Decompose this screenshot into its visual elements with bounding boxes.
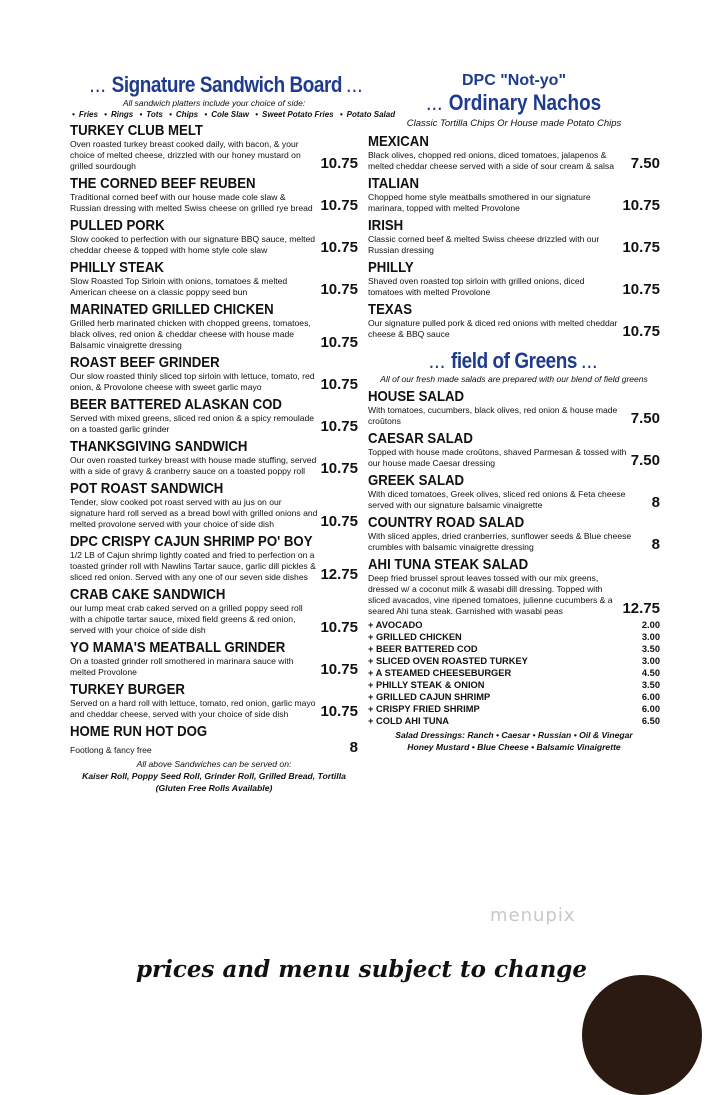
item-name: THANKSGIVING SANDWICH (70, 437, 248, 455)
item-name: MARINATED GRILLED CHICKEN (70, 300, 274, 318)
menu-item (70, 301, 358, 351)
addon-list (368, 619, 660, 727)
dots-left: ... (426, 97, 444, 114)
item-name: THE CORNED BEEF REUBEN (70, 174, 256, 192)
sandwich-list (70, 122, 358, 756)
side-option: Potato Salad (346, 109, 396, 119)
item-description: Footlong & fancy free (70, 744, 152, 755)
side-option: Chips (175, 109, 199, 119)
side-option: Cole Slaw (211, 109, 249, 119)
sides-list: • Fries • Rings • Tots • Chips • Cole Slaw • Sweet Potato Fries • Potato Salad (72, 109, 396, 119)
item-description: Traditional corned beef with our house made cole slaw & Russian dressing with melted Swiss cheese on grilled rye bread (70, 191, 313, 213)
item-description: With sliced apples, dried cranberries, sunflower seeds & Blue cheese crumbles with balsamic vinaigrette dressing (368, 530, 632, 552)
menu-item (368, 556, 660, 617)
menu-item (368, 217, 660, 256)
nachos-list (368, 133, 660, 340)
menu-item (70, 354, 358, 393)
item-description: Slow Roasted Top Sirloin with onions, tomatoes & melted American cheese on a classic poppy seed bun (70, 275, 288, 297)
item-name: CAESAR SALAD (368, 429, 473, 447)
addon-price: 6.00 (641, 703, 660, 714)
menu-item (70, 217, 358, 256)
item-price: 8 (349, 738, 358, 756)
item-name: YO MAMA'S MEATBALL GRINDER (70, 638, 286, 656)
nachos-title-text: Ordinary Nachos (448, 90, 602, 115)
item-price: 12.75 (622, 599, 660, 617)
item-price: 10.75 (320, 702, 358, 720)
addon-price: 4.50 (641, 667, 660, 678)
right-column (368, 72, 660, 753)
item-price: 10.75 (320, 375, 358, 393)
nachos-section-title (368, 72, 660, 116)
item-description: Served with mixed greens, sliced red onion & a spicy remoulade on a toasted garlic grinder (70, 412, 315, 434)
item-description: With tomatoes, cucumbers, black olives, red onion & house made croûtons (368, 404, 618, 426)
item-description: Served on a hard roll with lettuce, tomato, red onion, garlic mayo and cheddar cheese, served with your choice of side dish (70, 697, 316, 719)
item-name: GREEK SALAD (368, 471, 465, 489)
item-description: Slow cooked to perfection with our signature BBQ sauce, melted cheddar cheese & topped with home style cole slaw (70, 233, 316, 255)
addon-item (368, 643, 660, 655)
item-price: 10.75 (320, 417, 358, 435)
addon-item (368, 691, 660, 703)
item-price: 10.75 (320, 660, 358, 678)
menu-item (70, 639, 358, 678)
price-disclaimer: prices and menu subject to change (135, 956, 588, 983)
item-price: 10.75 (320, 154, 358, 172)
addon-price: 3.00 (641, 655, 660, 666)
item-description: Our signature pulled pork & diced red onions with melted cheddar cheese & BBQ sauce (368, 317, 618, 339)
menu-item (70, 586, 358, 636)
menu-item (368, 301, 660, 340)
item-description: 1/2 LB of Cajun shrimp lightly coated and fried to perfection on a toasted grinder roll with Nawlins Tartar sauce, garlic dill pickles & sliced red onion. Served with any one of our seven side dishes (70, 549, 316, 582)
menu-item (368, 388, 660, 427)
item-name: TEXAS (368, 300, 413, 318)
menupix-watermark: menupix (490, 905, 576, 926)
corner-decoration (582, 975, 702, 1095)
menu-item (368, 175, 660, 214)
item-price: 10.75 (320, 196, 358, 214)
menu-item (368, 514, 660, 553)
item-description: Our oven roasted turkey breast with house made stuffing, served with a side of gravy & cranberry sauce on a toasted poppy roll (70, 454, 317, 476)
item-price: 10.75 (320, 333, 358, 351)
sandwich-section-title (90, 72, 364, 98)
item-description: With diced tomatoes, Greek olives, sliced red onions & Feta cheese served with our signature balsamic vinaigrette (368, 488, 626, 510)
menu-item (70, 480, 358, 530)
item-name: TURKEY CLUB MELT (70, 121, 203, 139)
item-name: IRISH (368, 216, 404, 234)
menu-item (368, 472, 660, 511)
menu-item (70, 723, 358, 756)
greens-section-title (388, 348, 639, 374)
item-name: ROAST BEEF GRINDER (70, 353, 220, 371)
item-name: DPC CRISPY CAJUN SHRIMP PO' BOY (70, 532, 313, 550)
item-price: 7.50 (630, 154, 660, 172)
salad-list (368, 388, 660, 617)
addon-item (368, 631, 660, 643)
nachos-subtitle: DPC "Not-yo" (461, 72, 567, 89)
menu-item (70, 259, 358, 298)
addon-item (368, 667, 660, 679)
addon-label: + SLICED OVEN ROASTED TURKEY (368, 655, 528, 666)
item-description: Classic corned beef & melted Swiss cheese drizzled with our Russian dressing (368, 233, 600, 255)
item-price: 10.75 (622, 322, 660, 340)
item-description: Shaved oven roasted top sirloin with grilled onions, diced tomatoes with melted Provolone (368, 275, 585, 297)
item-name: AHI TUNA STEAK SALAD (368, 555, 529, 573)
item-price: 10.75 (320, 618, 358, 636)
addon-item (368, 715, 660, 727)
item-price: 10.75 (320, 238, 358, 256)
menu-item (70, 533, 358, 583)
side-option: Rings (110, 109, 134, 119)
bread-note: All above Sandwiches can be served on: (136, 758, 292, 769)
dressings-line-2: Honey Mustard • Blue Cheese • Balsamic Vinaigrette (407, 741, 621, 752)
menu-item (368, 133, 660, 172)
addon-item (368, 619, 660, 631)
item-price: 8 (651, 493, 660, 511)
item-description: On a toasted grinder roll smothered in marinara sauce with melted Provolone (70, 655, 294, 677)
item-name: PHILLY STEAK (70, 258, 164, 276)
addon-price: 6.00 (641, 691, 660, 702)
menu-item (70, 122, 358, 172)
nachos-note: Classic Tortilla Chips Or House made Potato Chips (406, 118, 622, 129)
item-price: 10.75 (320, 512, 358, 530)
addon-label: + GRILLED CHICKEN (368, 631, 462, 642)
item-price: 8 (651, 535, 660, 553)
item-price: 10.75 (320, 280, 358, 298)
addon-label: + CRISPY FRIED SHRIMP (368, 703, 480, 714)
item-description: Grilled herb marinated chicken with chopped greens, tomatoes, black olives, red onion & cheddar cheese with house made Balsamic vinaigrette dressing (70, 317, 311, 350)
item-name: PULLED PORK (70, 216, 165, 234)
dots-left: ... (90, 79, 107, 96)
addon-item (368, 703, 660, 715)
addon-label: + COLD AHI TUNA (368, 715, 450, 726)
bread-options: Kaiser Roll, Poppy Seed Roll, Grinder Roll, Grilled Bread, Tortilla (82, 770, 346, 781)
dots-right: ... (581, 354, 599, 372)
item-name: ITALIAN (368, 174, 420, 192)
item-price: 7.50 (630, 409, 660, 427)
menu-item (368, 430, 660, 469)
item-price: 10.75 (320, 459, 358, 477)
item-description: our lump meat crab caked served on a grilled poppy seed roll with a chipotle tartar sauce, mixed field greens & red onion, served with your choice of side dish (70, 602, 303, 635)
addon-price: 2.00 (641, 619, 660, 630)
menu-item (70, 438, 358, 477)
gluten-free-note: (Gluten Free Rolls Available) (155, 782, 273, 793)
greens-title-text: field of Greens (450, 347, 578, 373)
dressings-line-1: Salad Dressings: Ranch • Caesar • Russian • Oil & Vinegar (395, 729, 633, 740)
item-name: PHILLY (368, 258, 414, 276)
dots-left: ... (429, 354, 447, 372)
item-price: 12.75 (320, 565, 358, 583)
addon-label: + BEER BATTERED COD (368, 643, 478, 654)
side-option: Fries (78, 109, 98, 119)
item-description: Tender, slow cooked pot roast served with au jus on our signature hard roll served as a bread bowl with grilled onions and melted provolone served with your choice of side dish (70, 496, 318, 529)
item-price: 7.50 (630, 451, 660, 469)
item-name: TURKEY BURGER (70, 680, 185, 698)
item-description: Deep fried brussel sprout leaves tossed with our mix greens, dressed w/ a coconut milk & wasabi dill dressing. Topped with sliced avacados, vine ripened tomatoes, julienne cucumbers & a seared Ahi tuna steak. Garnished with wasabi peas (368, 572, 613, 616)
addon-price: 6.50 (641, 715, 660, 726)
item-description: Oven roasted turkey breast cooked daily, with bacon, & your choice of melted cheese, drizzled with our honey mustard on grilled sourdough (70, 138, 301, 171)
menu-item (70, 681, 358, 720)
item-price: 10.75 (622, 196, 660, 214)
menu-item (70, 396, 358, 435)
item-name: CRAB CAKE SANDWICH (70, 585, 226, 603)
item-description: Our slow roasted thinly sliced top sirloin with lettuce, tomato, red onion, & Provolone cheese with sweet garlic mayo (70, 370, 315, 392)
addon-label: + PHILLY STEAK & ONION (368, 679, 485, 690)
item-description: Topped with house made croûtons, shaved Parmesan & tossed with our house made Caesar dressing (368, 446, 627, 468)
dots-right: ... (346, 79, 364, 96)
item-name: HOUSE SALAD (368, 387, 465, 405)
sandwich-note: All sandwich platters include your choice of side: (122, 98, 306, 108)
addon-item (368, 655, 660, 667)
side-option: Tots (146, 109, 163, 119)
addon-label: + A STEAMED CHEESEBURGER (368, 667, 512, 678)
item-name: COUNTRY ROAD SALAD (368, 513, 525, 531)
addon-price: 3.50 (641, 643, 660, 654)
addon-label: + AVOCADO (368, 619, 423, 630)
item-name: MEXICAN (368, 132, 429, 150)
item-price: 10.75 (622, 280, 660, 298)
menu-item (70, 175, 358, 214)
item-name: HOME RUN HOT DOG (70, 722, 208, 740)
addon-price: 3.50 (641, 679, 660, 690)
side-option: Sweet Potato Fries (262, 109, 334, 119)
addon-price: 3.00 (641, 631, 660, 642)
addon-item (368, 679, 660, 691)
menu-item (368, 259, 660, 298)
item-description: Chopped home style meatballs smothered in our signature marinara, topped with melted Provolone (368, 191, 591, 213)
sandwich-title-text: Signature Sandwich Board (111, 72, 343, 97)
item-name: POT ROAST SANDWICH (70, 479, 224, 497)
item-name: BEER BATTERED ALASKAN COD (70, 395, 282, 413)
item-price: 10.75 (622, 238, 660, 256)
item-description: Black olives, chopped red onions, diced tomatoes, jalapenos & melted cheddar cheese served with a side of sour cream & salsa (368, 149, 615, 171)
greens-note: All of our fresh made salads are prepared with our blend of field greens (380, 373, 648, 384)
addon-label: + GRILLED CAJUN SHRIMP (368, 691, 491, 702)
